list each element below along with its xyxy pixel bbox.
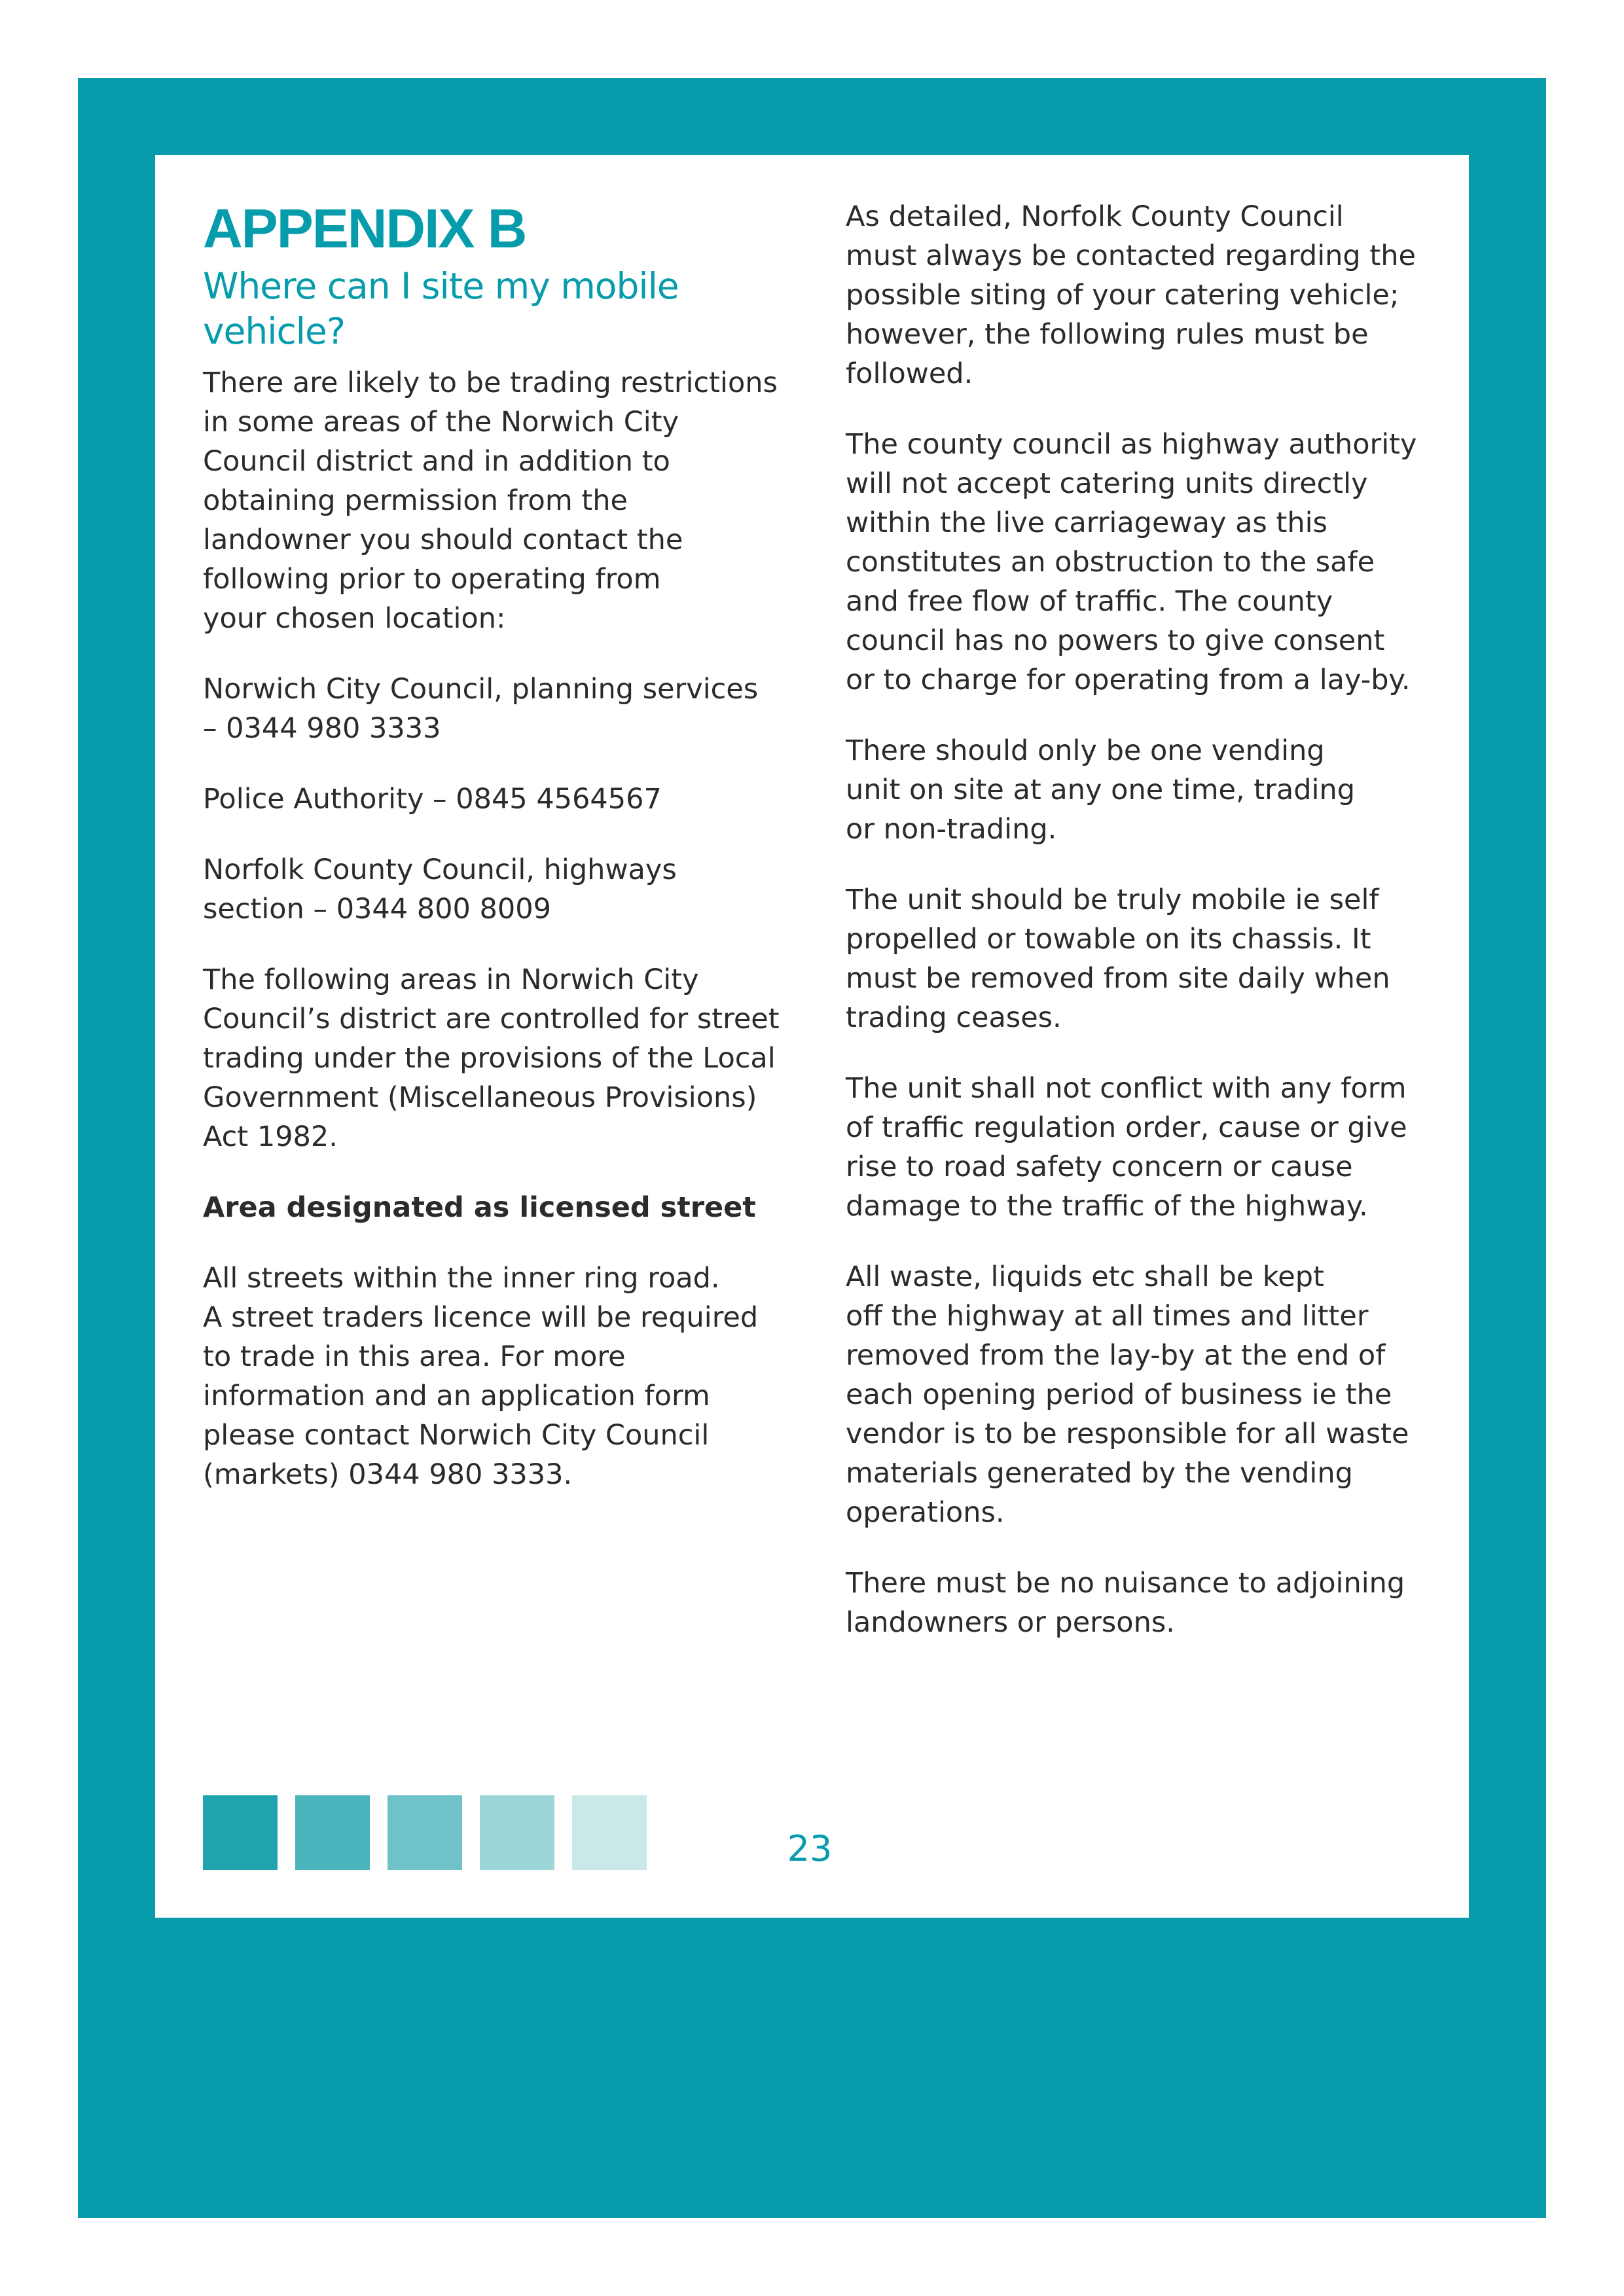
rule-paragraph-one-unit: There should only be one vending unit on site at any one time, trading or non-trading.: [846, 734, 1355, 846]
rule-paragraph-nuisance: There must be no nuisance to adjoining landowners or persons.: [846, 1567, 1405, 1639]
rule-paragraph-contact: As detailed, Norfolk County Council must always be contacted regarding the possible siting of your catering vehicle; however, the following rules must be followed.: [846, 200, 1416, 390]
swatch-square: [480, 1795, 554, 1870]
contact-police-authority: Police Authority – 0845 4564567: [203, 783, 662, 816]
appendix-heading: APPENDIX B: [203, 198, 526, 259]
rule-paragraph-mobile: The unit should be truly mobile ie self propelled or towable on its chassis. It must be removed from site daily when trading ceases.: [846, 884, 1390, 1034]
rule-paragraph-waste: All waste, liquids etc shall be kept off the highway at all times and litter removed from the lay-by at the end of each opening period of business ie the vendor is to be responsible for all waste materials generated by the vending operations.: [846, 1261, 1409, 1529]
section-subheading: Where can I site my mobile vehicle?: [203, 265, 679, 352]
swatch-square: [203, 1795, 278, 1870]
content-panel: [155, 155, 1469, 1918]
intro-paragraph: There are likely to be trading restrictions in some areas of the Norwich City Council district and in addition to obtaining permission from the landowner you should contact the following prior to operating from your chosen location:: [203, 367, 778, 635]
controlled-areas-paragraph: The following areas in Norwich City Council’s district are controlled for street trading under the provisions of the Local Government (Miscellaneous Provisions) Act 1982.: [203, 963, 780, 1153]
page-number: 23: [787, 1828, 833, 1869]
swatch-square: [388, 1795, 462, 1870]
rule-paragraph-carriageway: The county council as highway authority will not accept catering units directly within the live carriageway as this constitutes an obstruction to the safe and free flow of traffic. The county council has no powers to give consent or to charge for operating from a lay-by.: [846, 428, 1417, 696]
licensed-street-paragraph: All streets within the inner ring road. A street traders licence will be required to trade in this area. For more information and an application form please contact Norwich City Council (markets) 0344 980 3333.: [203, 1262, 759, 1491]
left-column: [203, 197, 792, 1526]
swatch-square: [572, 1795, 647, 1870]
swatch-square: [295, 1795, 370, 1870]
rule-paragraph-traffic: The unit shall not conflict with any form of traffic regulation order, cause or give rise to road safety concern or cause damage to the traffic of the highway.: [846, 1072, 1407, 1223]
right-column: [846, 197, 1441, 1674]
licensed-street-heading: Area designated as licensed street: [203, 1191, 756, 1224]
contact-highways-section: Norfolk County Council, highways section – 0344 800 8009: [203, 853, 677, 925]
contact-planning-services: Norwich City Council, planning services – 0344 980 3333: [203, 673, 759, 745]
